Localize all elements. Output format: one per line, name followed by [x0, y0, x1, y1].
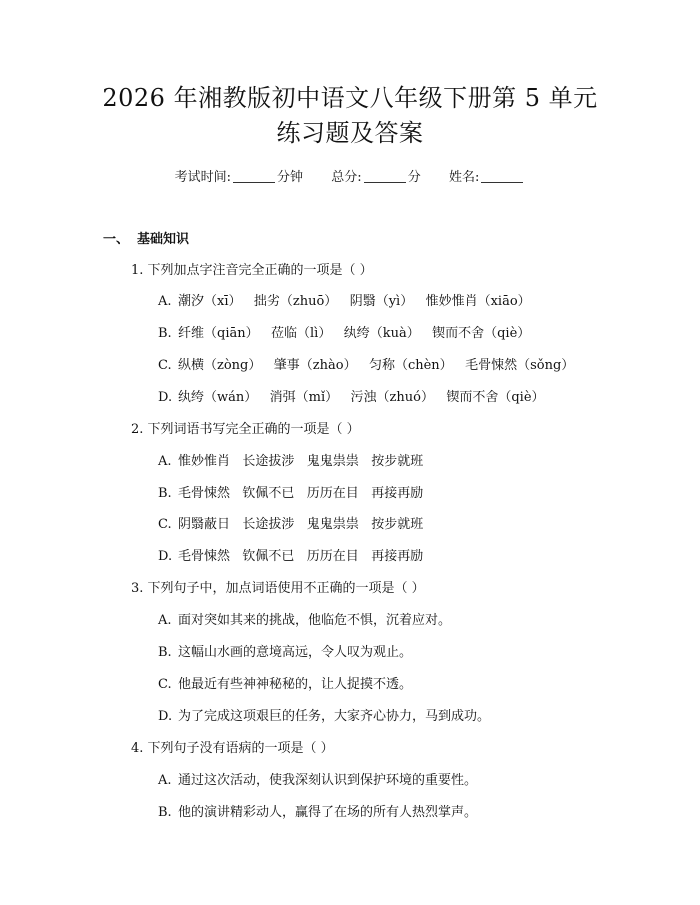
- question-4-option-b: [158, 803, 477, 823]
- exam-time-unit: 分钟: [277, 170, 304, 185]
- option-label: A.: [158, 294, 172, 309]
- option-label: D.: [158, 709, 173, 724]
- option-label: B.: [158, 645, 172, 660]
- question-2-stem: 2. 下列词语书写完全正确的一项是（ ）: [131, 422, 360, 437]
- total-score-label: 总分:: [331, 170, 362, 185]
- option-text: 为了完成这项艰巨的任务，大家齐心协力，马到成功。: [178, 709, 491, 724]
- option-label: C.: [158, 358, 172, 373]
- total-score-unit: 分: [407, 170, 421, 185]
- question-4-option-a: [158, 771, 477, 791]
- exam-time-label: 考试时间:: [174, 170, 231, 185]
- option-text: 阴翳蔽日 长途拔涉 鬼鬼祟祟 按步就班: [178, 517, 424, 532]
- option-text: 他最近有些神神秘秘的，让人捉摸不透。: [178, 677, 413, 692]
- question-3-option-c: [158, 675, 412, 695]
- question-3-option-a: [158, 611, 451, 631]
- question-2-option-c: [158, 515, 423, 535]
- option-text: 通过这次活动，使我深刻认识到保护环境的重要性。: [178, 773, 478, 788]
- question-1-option-c: [158, 356, 574, 376]
- option-text: 潮汐（xī） 拙劣（zhuō） 阴翳（yì） 惟妙惟肖（xiāo）: [178, 294, 531, 309]
- question-3-option-b: [158, 643, 412, 663]
- exam-time-blank: [233, 168, 275, 183]
- option-text: 毛骨悚然 钦佩不已 历历在目 再接再励: [178, 549, 424, 564]
- total-score-blank: [364, 168, 406, 183]
- option-label: A.: [158, 454, 172, 469]
- option-text: 纨绔（wán） 消弭（mǐ） 污浊（zhuó） 锲而不舍（qiè）: [178, 390, 545, 405]
- option-label: B.: [158, 326, 172, 341]
- option-label: B.: [158, 805, 172, 820]
- name-blank: [481, 168, 523, 183]
- option-label: D.: [158, 390, 173, 405]
- option-text: 纤维（qiān） 莅临（lì） 纨绔（kuà） 锲而不舍（qiè）: [178, 326, 531, 341]
- question-2-option-d: [158, 547, 423, 567]
- question-1-stem: 1. 下列加点字注音完全正确的一项是（ ）: [131, 263, 373, 278]
- exam-info-row: [0, 168, 700, 188]
- question-3-stem: 3. 下列句子中，加点词语使用不正确的一项是（ ）: [131, 581, 425, 596]
- option-text: 这幅山水画的意境高远，令人叹为观止。: [178, 645, 413, 660]
- document-title-line-2: 练习题及答案: [276, 119, 424, 147]
- option-text: 面对突如其来的挑战，他临危不惧，沉着应对。: [178, 613, 452, 628]
- option-label: A.: [158, 613, 172, 628]
- question-1-option-a: [158, 292, 531, 312]
- section-title: 基础知识: [137, 232, 190, 247]
- section-number: 一、: [103, 232, 130, 247]
- option-label: D.: [158, 549, 173, 564]
- question-1-option-b: [158, 324, 530, 344]
- option-text: 他的演讲精彩动人，赢得了在场的所有人热烈掌声。: [178, 805, 478, 820]
- option-label: A.: [158, 773, 172, 788]
- option-label: B.: [158, 486, 172, 501]
- question-2-option-b: [158, 484, 423, 504]
- option-label: C.: [158, 677, 172, 692]
- question-4-stem: 4. 下列句子没有语病的一项是（ ）: [131, 741, 334, 756]
- question-2-option-a: [158, 452, 423, 472]
- option-label: C.: [158, 517, 172, 532]
- option-text: 惟妙惟肖 长途拔涉 鬼鬼祟祟 按步就班: [178, 454, 424, 469]
- option-text: 纵横（zòng） 肇事（zhào） 匀称（chèn） 毛骨悚然（sǒng）: [178, 358, 575, 373]
- question-3-option-d: [158, 707, 490, 727]
- question-1-option-d: [158, 388, 545, 408]
- document-title-line-1: 2026 年湘教版初中语文八年级下册第 5 单元: [102, 84, 598, 112]
- name-label: 姓名:: [448, 170, 480, 185]
- section-heading: [103, 230, 189, 250]
- option-text: 毛骨悚然 钦佩不已 历历在目 再接再励: [178, 486, 424, 501]
